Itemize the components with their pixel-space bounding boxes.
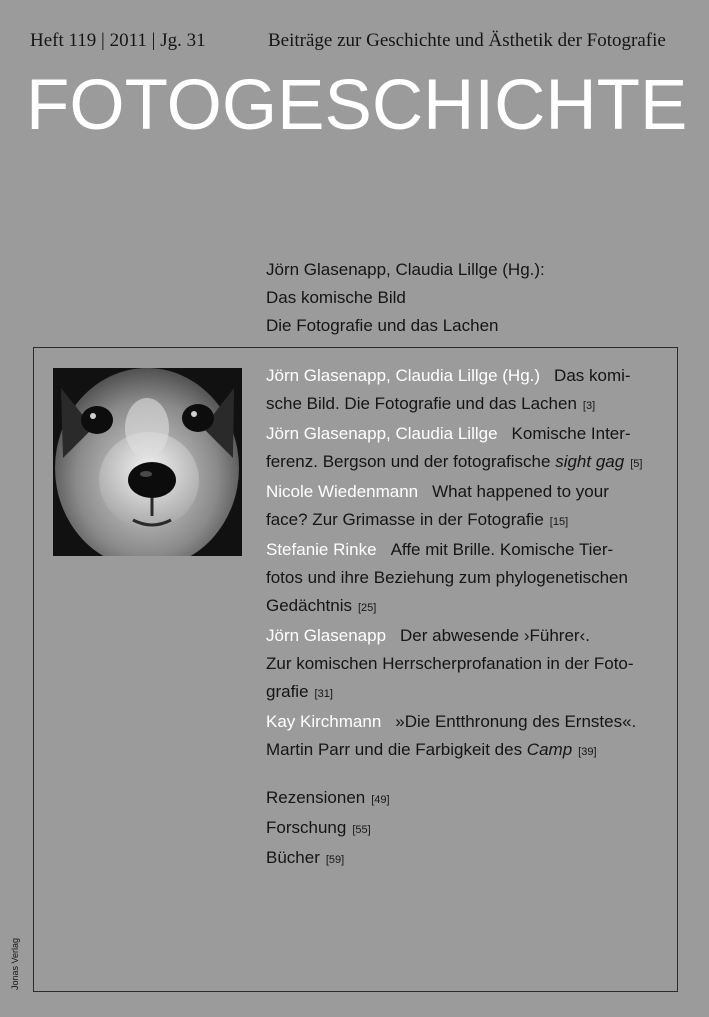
toc-author: Jörn Glasenapp, Claudia Lillge [266,424,498,443]
toc-title-cont: grafie [266,682,309,701]
section-item [266,784,390,814]
toc-page: [39] [578,746,597,758]
toc-title: Das komi- [554,366,631,385]
intro-title: Das komische Bild [266,288,406,307]
toc-page: [3] [582,400,596,412]
toc-author: Stefanie Rinke [266,540,377,559]
toc-title-cont: Gedächtnis [266,596,352,615]
table-of-contents [266,362,666,766]
section-page: [59] [325,854,345,866]
toc-author: Jörn Glasenapp [266,626,387,645]
toc-author: Nicole Wiedenmann [266,482,419,501]
toc-author: Jörn Glasenapp, Claudia Lillge (Hg.) [266,366,541,385]
toc-page: [31] [314,688,333,700]
toc-entry [266,362,666,420]
toc-title-cont: ferenz. Bergson und der fotografische [266,452,551,471]
toc-entry [266,478,666,536]
section-page: [55] [352,824,371,836]
intro-editors: Jörn Glasenapp, Claudia Lillge (Hg.): [266,260,545,279]
toc-author: Kay Kirchmann [266,712,382,731]
section-label: Forschung [266,818,347,837]
intro-subtitle: Die Fotografie und das Lachen [266,316,499,335]
toc-page: [15] [549,516,569,528]
toc-entry [266,708,666,766]
toc-entry [266,536,666,622]
toc-title-cont: Martin Parr und die Farbigkeit des [266,740,523,759]
section-label: Bücher [266,848,320,867]
section-item [266,844,390,874]
publisher-imprint: Jonas Verlag [10,937,20,990]
toc-title: Affe mit Brille. Komische Tier- [390,540,614,559]
toc-page: [25] [358,602,377,614]
toc-page: [5] [630,458,643,470]
toc-title: »Die Entthronung des Ernstes«. [395,712,637,731]
section-item [266,814,390,844]
toc-title-cont: Zur komischen Herrscherprofanation in der Foto- [266,654,634,673]
section-list [266,784,390,874]
journal-subtitle: Beiträge zur Geschichte und Ästhetik der Fotografie [268,30,666,51]
toc-title-italic: Camp [526,740,573,759]
toc-title-cont: face? Zur Grimasse in der Fotografie [266,510,544,529]
toc-title-italic: sight gag [555,452,625,471]
toc-entry [266,622,666,708]
issue-intro [266,256,545,340]
dog-photo [53,368,242,556]
toc-title-cont: sche Bild. Die Fotografie und das Lachen [266,394,577,413]
issue-info: Heft 119 | 2011 | Jg. 31 [30,30,206,51]
toc-title: Komische Inter- [511,424,631,443]
section-label: Rezensionen [266,788,366,807]
toc-title-cont: fotos und ihre Beziehung zum phylogenetischen [266,568,628,587]
toc-title: What happened to your [432,482,609,501]
toc-entry [266,420,666,478]
toc-title: Der abwesende ›Führer‹. [400,626,590,645]
section-page: [49] [371,794,390,806]
masthead-title: FOTOGESCHICHTE [26,66,688,145]
